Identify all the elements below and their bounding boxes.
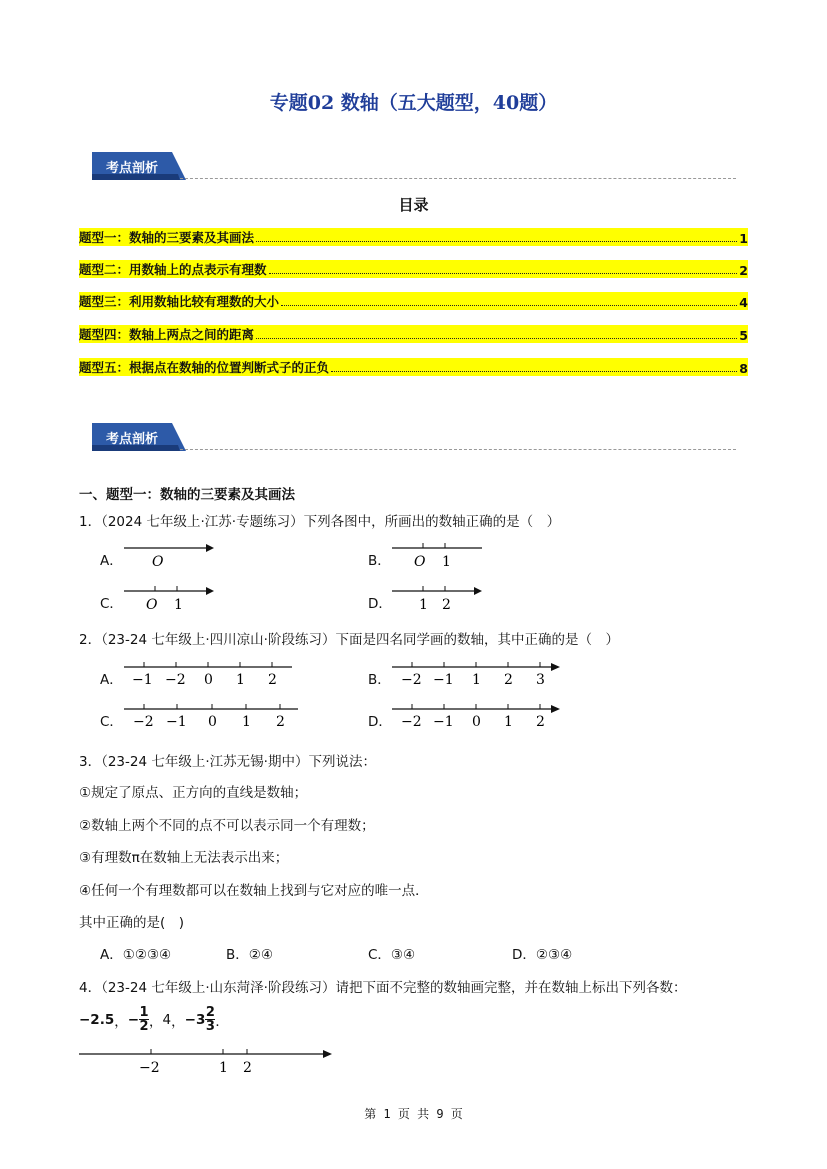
q4-num-1: −2.5 [79, 1011, 115, 1028]
q2b-label: 1 [472, 672, 481, 688]
q1c-label-o: O [146, 597, 158, 613]
toc-leader [256, 241, 737, 242]
q3-choice-a[interactable]: A．①②③④ [100, 947, 172, 963]
banner-label: 考点剖析 [106, 432, 159, 447]
q1-option-d-label: D． [368, 596, 392, 612]
q1-option-d-axis [390, 581, 490, 613]
q1d-label-2: 2 [442, 597, 451, 613]
q2c-label: 2 [276, 714, 285, 730]
q2-option-c-label: C． [100, 714, 123, 730]
toc-item-4[interactable] [79, 325, 748, 343]
toc-heading: 目录 [398, 196, 429, 214]
q1c-label-1: 1 [174, 597, 183, 613]
page-footer: 第 1 页 共 9 页 [364, 1107, 463, 1121]
toc-leader [331, 371, 737, 372]
toc-leader [281, 305, 737, 306]
q1-option-c-axis [122, 581, 222, 613]
q2-option-c-axis [122, 701, 312, 733]
toc-leader [269, 273, 738, 274]
q4-sep: ， [149, 1013, 163, 1030]
toc-label: 题型二：用数轴上的点表示有理数 [79, 262, 267, 277]
q3-choice-d[interactable]: D．②③④ [512, 947, 573, 963]
q2c-label: 1 [242, 714, 251, 730]
q3-ask: 其中正确的是( ) [79, 915, 185, 931]
q4-numbers [79, 1006, 229, 1033]
section-banner [92, 423, 186, 451]
q4-frac-den: 3 [205, 1019, 215, 1034]
q2-option-a-label: A． [100, 672, 123, 688]
q4-axis-label: 1 [219, 1060, 228, 1076]
toc-label: 题型五：根据点在数轴的位置判断式子的正负 [79, 360, 330, 375]
q2c-label: −1 [166, 714, 187, 730]
q2b-label: −1 [433, 672, 454, 688]
q4-axis-label: 2 [243, 1060, 252, 1076]
q1b-label-o: O [414, 554, 426, 570]
q3-statement-2: ②数轴上两个不同的点不可以表示同一个有理数； [79, 818, 375, 834]
q4-frac-den: 2 [139, 1019, 149, 1034]
q2-option-a-axis [122, 659, 302, 691]
q3-statement-4: ④任何一个有理数都可以在数轴上找到与它对应的唯一点． [79, 883, 429, 899]
q2a-label: −2 [165, 672, 186, 688]
q4-number-axis [79, 1044, 339, 1078]
toc-item-3[interactable] [79, 292, 748, 310]
toc-page: 5 [739, 328, 748, 343]
toc-item-2[interactable] [79, 260, 748, 278]
toc-page: 1 [739, 231, 748, 246]
q1a-label-o: O [152, 554, 164, 570]
q3-statement-3: ③有理数π在数轴上无法表示出来； [79, 850, 289, 866]
q2b-label: −2 [401, 672, 422, 688]
q2d-label: −2 [401, 714, 422, 730]
q2-option-d-axis [390, 701, 570, 733]
q4-axis-label: −2 [139, 1060, 160, 1076]
q1-option-a-axis [122, 538, 222, 570]
q4-frac-num: 2 [205, 1005, 215, 1020]
q2c-label: −2 [133, 714, 154, 730]
toc-page: 2 [739, 263, 748, 278]
q3-choice-b[interactable]: B．②④ [226, 947, 273, 963]
toc-label: 题型一：数轴的三要素及其画法 [79, 230, 255, 245]
q2b-label: 3 [536, 672, 545, 688]
page-title: 专题02 数轴（五大题型，40题） [269, 92, 558, 114]
toc-item-1[interactable] [79, 228, 748, 246]
q1d-label-1: 1 [419, 597, 428, 613]
q2d-label: 2 [536, 714, 545, 730]
q4-fraction-two-thirds [205, 1006, 215, 1033]
q1b-label-1: 1 [442, 554, 451, 570]
toc-page: 8 [739, 361, 748, 376]
q2-option-b-label: B． [368, 672, 391, 688]
divider [180, 178, 736, 179]
q2d-label: 1 [504, 714, 513, 730]
banner-label: 考点剖析 [106, 161, 159, 176]
q3-choice-c[interactable]: C．③④ [368, 947, 416, 963]
q2-option-b-axis [390, 659, 570, 691]
section-banner [92, 152, 186, 180]
section-heading: 一、题型一：数轴的三要素及其画法 [79, 487, 295, 503]
q2c-label: 0 [208, 714, 217, 730]
q4-end: ． [215, 1013, 229, 1030]
q1-option-b-label: B． [368, 553, 391, 569]
q4-fraction-half [139, 1006, 149, 1033]
q4-num-2-sign: − [127, 1011, 140, 1028]
q4-sep: ， [171, 1013, 185, 1030]
q1-option-c-label: C． [100, 596, 123, 612]
toc-label: 题型三：利用数轴比较有理数的大小 [79, 294, 280, 309]
q2a-label: 0 [204, 672, 213, 688]
q2a-label: 1 [236, 672, 245, 688]
toc-item-5[interactable] [79, 358, 748, 376]
q4-num-4-int: −3 [184, 1011, 206, 1028]
toc-leader [256, 338, 737, 339]
q2b-label: 2 [504, 672, 513, 688]
divider [180, 449, 736, 450]
question-2-stem: 2．（23-24 七年级上·四川凉山·阶段练习）下面是四名同学画的数轴，其中正确的是（ ） [79, 632, 619, 648]
toc-label: 题型四：数轴上两点之间的距离 [79, 327, 255, 342]
q1-option-a-label: A． [100, 553, 123, 569]
q2d-label: −1 [433, 714, 454, 730]
q2a-label: −1 [132, 672, 153, 688]
q2d-label: 0 [472, 714, 481, 730]
toc-page: 4 [739, 295, 748, 310]
q3-statement-1: ①规定了原点、正方向的直线是数轴； [79, 785, 308, 801]
q1-option-b-axis [390, 538, 490, 570]
q4-frac-num: 1 [139, 1005, 149, 1020]
q2a-label: 2 [268, 672, 277, 688]
question-3-stem: 3．（23-24 七年级上·江苏无锡·期中）下列说法： [79, 754, 376, 770]
question-1-stem: 1．（2024 七年级上·江苏·专题练习）下列各图中，所画出的数轴正确的是（ ） [79, 514, 561, 530]
question-4-stem: 4．（23-24 七年级上·山东菏泽·阶段练习）请把下面不完整的数轴画完整，并在数轴上标出下列各数： [79, 980, 687, 996]
q4-sep: ， [114, 1013, 128, 1030]
q4-num-3: 4 [162, 1011, 172, 1028]
q2-option-d-label: D． [368, 714, 392, 730]
